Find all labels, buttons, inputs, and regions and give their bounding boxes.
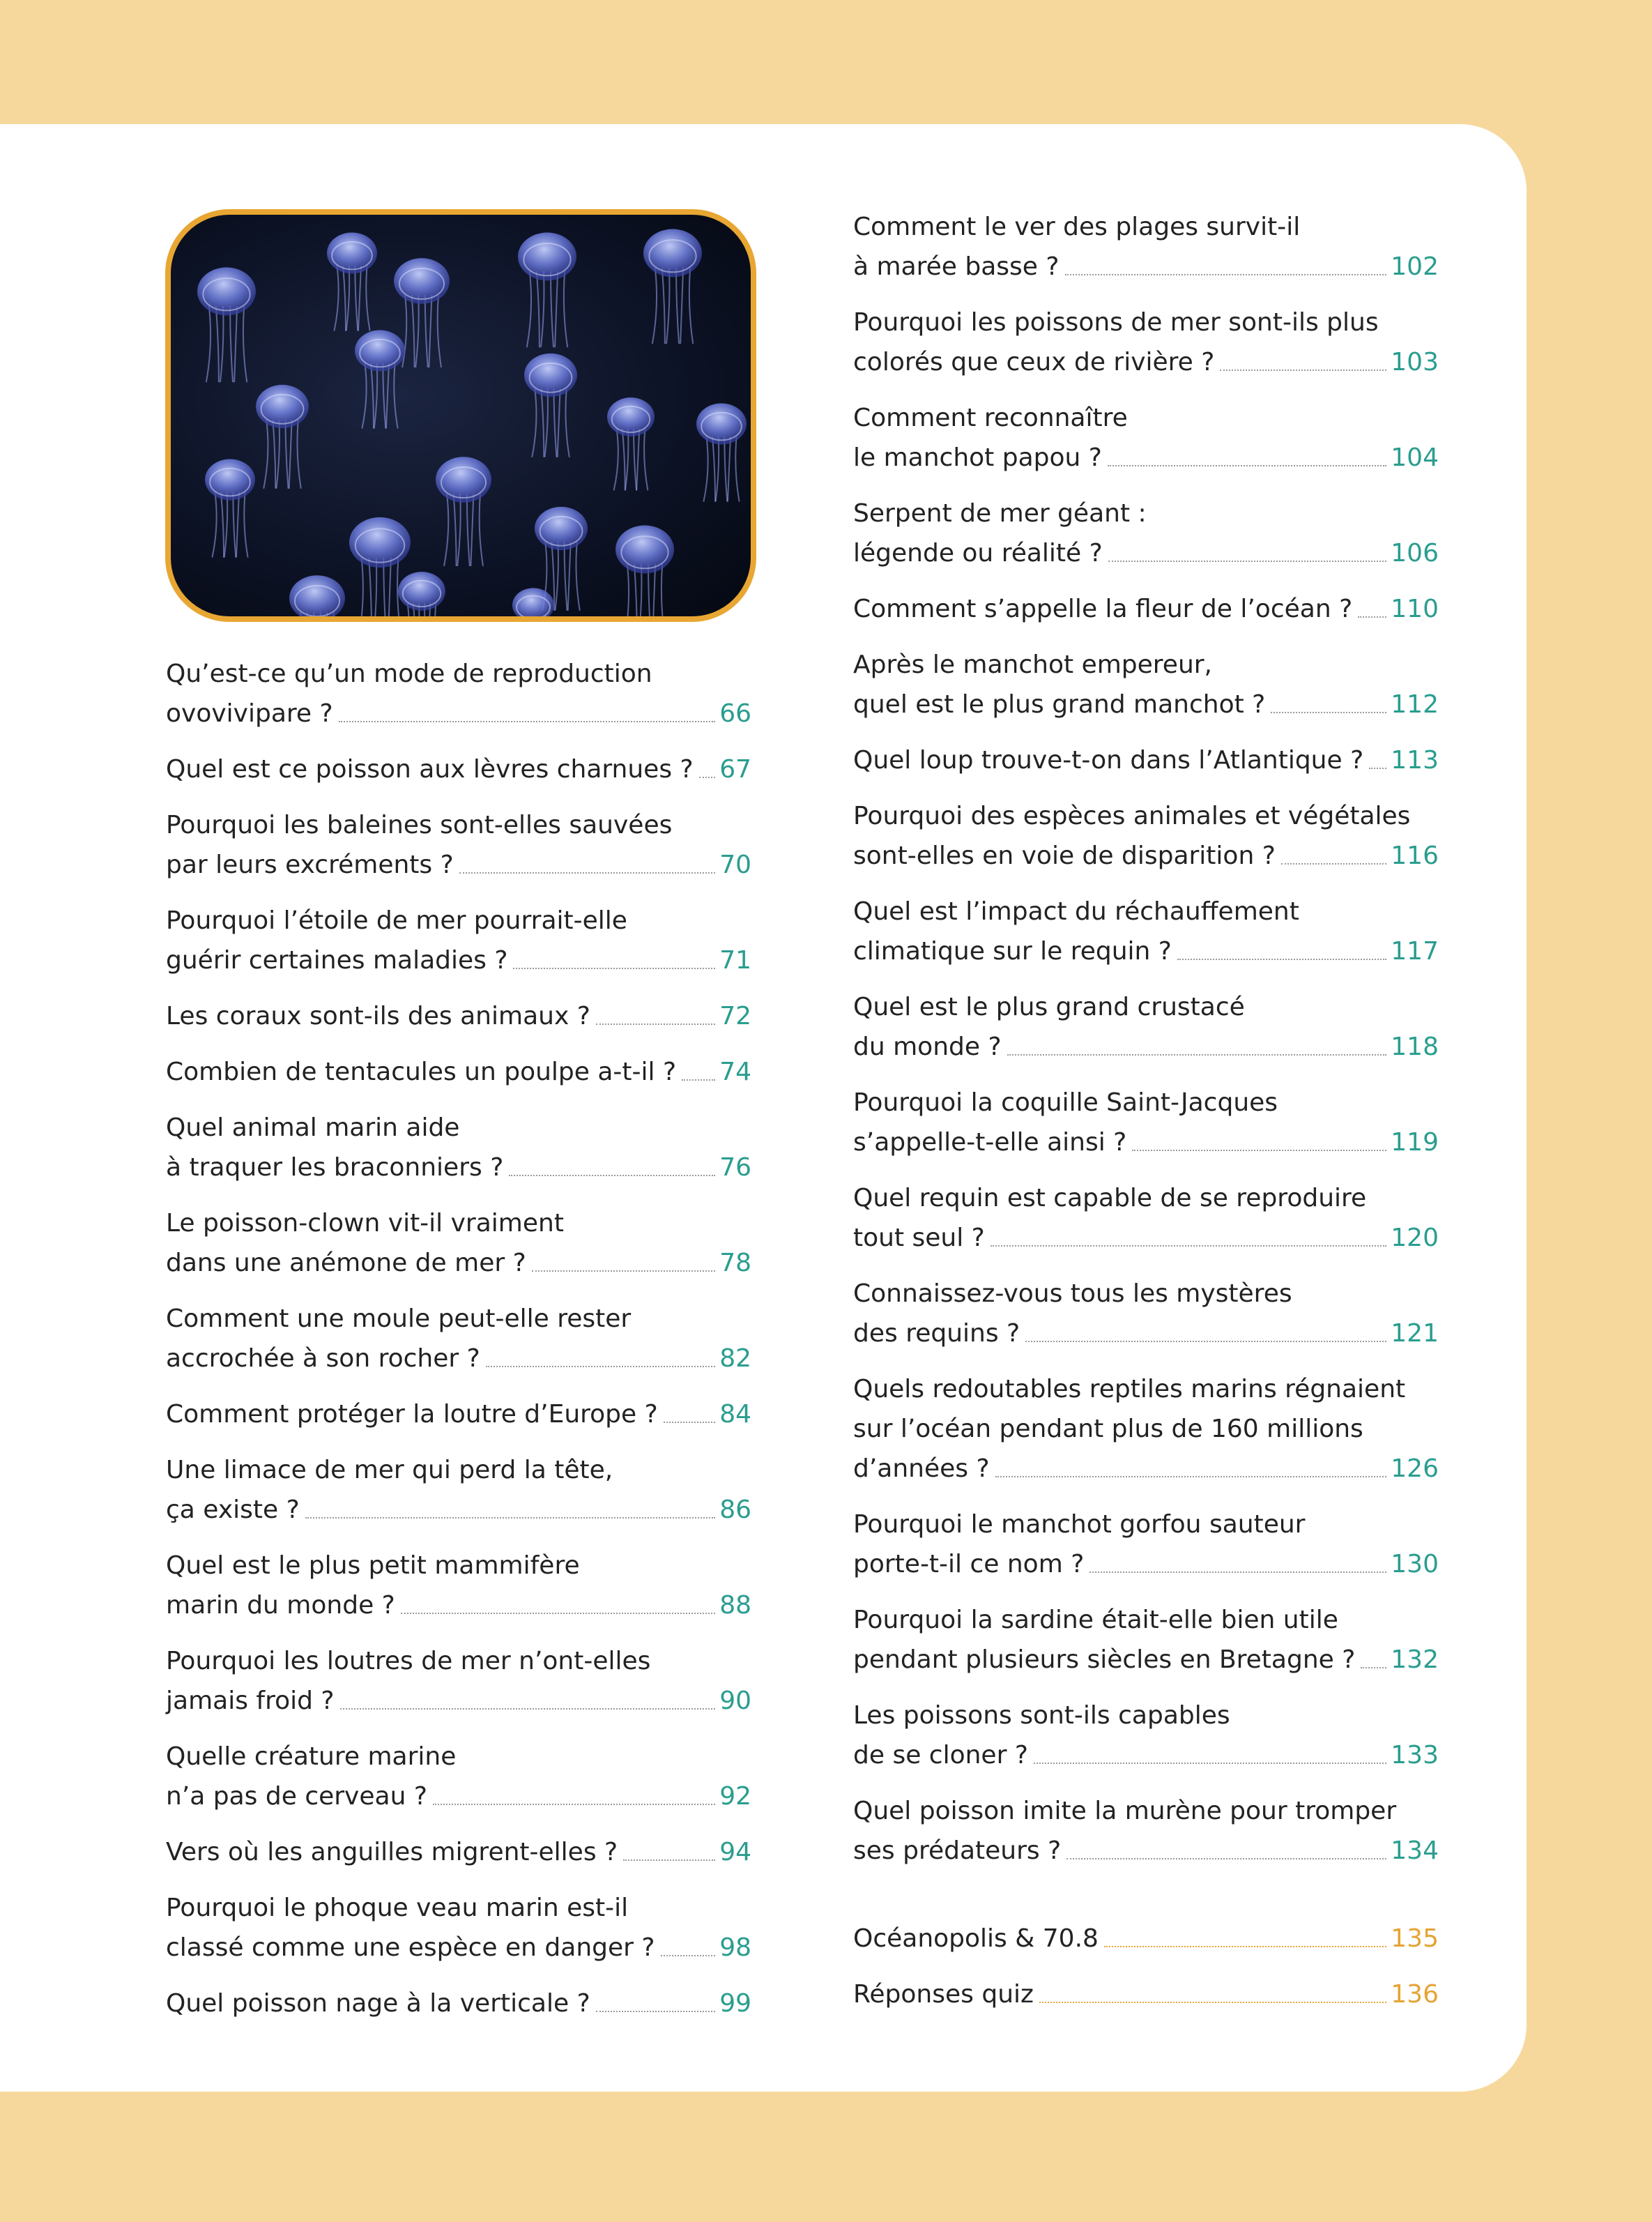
- toc-entry-last-line: [166, 1243, 751, 1283]
- page-number: 121: [1391, 1319, 1439, 1348]
- toc-entry-last-line: [166, 1585, 751, 1625]
- jellyfish-shape: [615, 526, 674, 616]
- toc-entry-last-line: [166, 1490, 751, 1530]
- toc-entry-title-line: Comment s’appelle la fleur de l’océan ?: [853, 595, 1353, 623]
- toc-entry-title-line: sont-elles en voie de disparition ?: [853, 842, 1276, 870]
- dot-leader: [532, 1270, 715, 1272]
- dot-leader: [1007, 1053, 1387, 1056]
- toc-entry[interactable]: [166, 1203, 751, 1283]
- page-number: 67: [719, 755, 751, 784]
- toc-entry[interactable]: [853, 207, 1439, 287]
- toc-entry[interactable]: [853, 398, 1439, 478]
- toc-entry-title-line: Quel animal marin aide: [166, 1113, 460, 1142]
- page-number: 126: [1391, 1454, 1439, 1483]
- toc-entry-last-line: [166, 1148, 751, 1187]
- page-number: 76: [719, 1153, 751, 1182]
- jellyfish-illustration: [171, 215, 751, 616]
- dot-leader: [664, 1421, 715, 1423]
- jellyfish-shape: [197, 268, 256, 383]
- toc-entry-title-line: légende ou réalité ?: [853, 539, 1103, 568]
- dot-leader: [339, 720, 716, 722]
- toc-entry-last-line: [166, 1681, 751, 1721]
- toc-entry[interactable]: [166, 1984, 751, 2023]
- toc-entry[interactable]: [166, 1888, 751, 1968]
- toc-entry[interactable]: [853, 1600, 1439, 1680]
- toc-entry[interactable]: [166, 1299, 751, 1378]
- toc-entry[interactable]: [853, 1369, 1439, 1489]
- toc-entry-title-line: à traquer les braconniers ?: [166, 1153, 504, 1182]
- toc-entry-title-line: d’années ?: [853, 1454, 990, 1483]
- dot-leader: [682, 1079, 715, 1081]
- toc-entry-last-line: [853, 1974, 1439, 2014]
- jellyfish-shape: [205, 459, 255, 557]
- page-number: 103: [1391, 348, 1439, 376]
- page-number: 116: [1391, 842, 1439, 870]
- toc-entry-last-line: [166, 1928, 751, 1968]
- dot-leader: [401, 1612, 715, 1614]
- toc-entry[interactable]: [853, 796, 1439, 876]
- toc-entry-last-line: [853, 533, 1439, 573]
- toc-entry-title-line: ça existe ?: [166, 1496, 300, 1524]
- toc-entry[interactable]: [166, 805, 751, 885]
- toc-entry-title-line: n’a pas de cerveau ?: [166, 1782, 427, 1811]
- toc-entry-last-line: [853, 1449, 1439, 1489]
- page-number: 132: [1391, 1645, 1439, 1674]
- toc-entry-title-line: sur l’océan pendant plus de 160 millions: [853, 1415, 1363, 1443]
- dot-leader: [459, 872, 715, 874]
- dot-leader: [1177, 958, 1386, 960]
- page-number: 82: [719, 1344, 751, 1373]
- jellyfish-shape: [696, 403, 747, 501]
- dot-leader: [1132, 1149, 1386, 1151]
- jellyfish-shape: [436, 457, 491, 566]
- toc-entry[interactable]: [853, 1178, 1439, 1258]
- toc-entry[interactable]: [853, 494, 1439, 573]
- page-number: 135: [1391, 1924, 1439, 1953]
- toc-entry-title-line: jamais froid ?: [166, 1687, 335, 1715]
- dot-leader: [486, 1365, 715, 1367]
- toc-entry-last-line: [853, 589, 1439, 629]
- toc-entry-title-line: classé comme une espèce en danger ?: [166, 1933, 655, 1962]
- toc-entry-last-line: [166, 845, 751, 885]
- toc-entry[interactable]: [166, 1546, 751, 1625]
- page-number: 70: [719, 851, 751, 879]
- toc-entry[interactable]: [166, 1832, 751, 1872]
- toc-entry-last-line: [853, 1640, 1439, 1680]
- page-number: 86: [719, 1496, 751, 1524]
- page-number: 104: [1391, 443, 1439, 472]
- toc-entry[interactable]: [853, 987, 1439, 1067]
- toc-entry-title-line: Pourquoi des espèces animales et végétales: [853, 802, 1411, 830]
- page-number: 117: [1391, 937, 1439, 966]
- toc-entry-title-line: le manchot papou ?: [853, 443, 1102, 472]
- toc-entry[interactable]: [166, 1737, 751, 1816]
- dot-leader: [1361, 1666, 1386, 1668]
- toc-entry-title-line: dans une anémone de mer ?: [166, 1249, 526, 1277]
- page-number: 78: [719, 1249, 751, 1277]
- dot-leader: [1220, 369, 1386, 371]
- dot-leader: [1271, 711, 1386, 713]
- jellyfish-photo: [165, 209, 756, 622]
- jellyfish-shape: [398, 572, 445, 616]
- toc-entry-title-line: Qu’est-ce qu’un mode de reproduction: [166, 660, 652, 688]
- page-number: 118: [1391, 1033, 1439, 1061]
- page-number: 120: [1391, 1224, 1439, 1252]
- toc-entry-last-line: [853, 1831, 1439, 1871]
- toc-entry-title-line: Serpent de mer géant :: [853, 499, 1147, 528]
- toc-entry-title-line: Les poissons sont-ils capables: [853, 1701, 1230, 1730]
- jellyfish-shape: [327, 232, 377, 330]
- dot-leader: [623, 1859, 715, 1861]
- jellyfish-shape: [256, 385, 309, 489]
- toc-entry-last-line: [166, 1052, 751, 1092]
- toc-entry[interactable]: [853, 892, 1439, 971]
- page-number: 84: [719, 1400, 751, 1429]
- toc-entry-title-line: Vers où les anguilles migrent-elles ?: [166, 1838, 618, 1866]
- toc-entry[interactable]: [853, 1791, 1439, 1871]
- dot-leader: [1108, 560, 1387, 562]
- jellyfish-shape: [518, 233, 576, 348]
- dot-leader: [596, 1023, 715, 1025]
- toc-entry-last-line: [853, 931, 1439, 971]
- toc-entry-title-line: à marée basse ?: [853, 252, 1060, 281]
- toc-entry-title-line: porte-t-il ce nom ?: [853, 1550, 1085, 1578]
- toc-entry-last-line: [853, 1027, 1439, 1067]
- toc-entry-title-line: Pourquoi la sardine était-elle bien utile: [853, 1606, 1338, 1634]
- toc-entry-title-line: accrochée à son rocher ?: [166, 1344, 480, 1373]
- toc-entry-title-line: Pourquoi les poissons de mer sont-ils plus: [853, 308, 1379, 337]
- page-number: 130: [1391, 1550, 1439, 1578]
- page-number: 66: [719, 699, 751, 728]
- jellyfish-shape: [349, 517, 411, 616]
- toc-entry-last-line: [853, 1919, 1439, 1958]
- toc-entry-title-line: Connaissez-vous tous les mystères: [853, 1279, 1292, 1308]
- toc-entry-last-line: [166, 996, 751, 1036]
- page-number: 74: [719, 1058, 751, 1086]
- toc-left-column: [166, 654, 751, 2039]
- jellyfish-shape: [643, 229, 702, 344]
- toc-entry-title-line: Combien de tentacules un poulpe a-t-il ?: [166, 1058, 677, 1086]
- toc-entry-title-line: Une limace de mer qui perd la tête,: [166, 1456, 613, 1484]
- toc-entry-title-line: Quels redoutables reptiles marins régnaient: [853, 1375, 1406, 1403]
- toc-entry[interactable]: [166, 1394, 751, 1434]
- toc-entry-title-line: Les coraux sont-ils des animaux ?: [166, 1002, 590, 1030]
- toc-entry[interactable]: [853, 1274, 1439, 1353]
- toc-entry[interactable]: [166, 1052, 751, 1092]
- toc-entry-title-line: Quel est le plus grand crustacé: [853, 993, 1245, 1021]
- toc-entry[interactable]: [853, 1083, 1439, 1162]
- toc-entry-last-line: [166, 941, 751, 980]
- toc-entry-last-line: [853, 1544, 1439, 1584]
- toc-entry[interactable]: [166, 996, 751, 1036]
- toc-entry[interactable]: [166, 1108, 751, 1187]
- dot-leader: [1065, 273, 1387, 275]
- page-number: 90: [719, 1687, 751, 1715]
- toc-entry[interactable]: [853, 303, 1439, 382]
- page-number: 110: [1391, 595, 1439, 623]
- dot-leader: [1104, 1945, 1386, 1947]
- page-number: 72: [719, 1002, 751, 1030]
- toc-entry-title-line: Pourquoi le phoque veau marin est-il: [166, 1894, 629, 1922]
- toc-entry-title-line: des requins ?: [853, 1319, 1020, 1348]
- toc-entry-last-line: [166, 1776, 751, 1816]
- dot-leader: [1089, 1571, 1386, 1573]
- toc-entry-title-line: Comment une moule peut-elle rester: [166, 1304, 632, 1333]
- toc-entry[interactable]: [853, 645, 1439, 724]
- page-number: 133: [1391, 1741, 1439, 1770]
- toc-entry-title-line: Océanopolis & 70.8: [853, 1924, 1099, 1953]
- toc-entry-last-line: [853, 247, 1439, 287]
- toc-entry-title-line: Comment protéger la loutre d’Europe ?: [166, 1400, 658, 1429]
- jellyfish-shape: [524, 353, 577, 457]
- toc-entry-title-line: Quel loup trouve-t-on dans l’Atlantique ?: [853, 746, 1364, 775]
- toc-entry-title-line: Pourquoi l’étoile de mer pourrait-elle: [166, 906, 627, 935]
- toc-entry-title-line: Comment reconnaître: [853, 404, 1128, 432]
- dot-leader: [1108, 464, 1386, 466]
- dot-leader: [1369, 767, 1386, 769]
- dot-leader: [433, 1803, 715, 1805]
- dot-leader: [1034, 1762, 1386, 1764]
- toc-entry[interactable]: [166, 901, 751, 980]
- toc-entry-title-line: Réponses quiz: [853, 1980, 1034, 2009]
- toc-entry-title-line: marin du monde ?: [166, 1591, 395, 1620]
- toc-entry[interactable]: [166, 654, 751, 733]
- dot-leader: [995, 1475, 1387, 1477]
- toc-entry-title-line: Après le manchot empereur,: [853, 650, 1213, 679]
- dot-leader: [1281, 862, 1386, 865]
- toc-entry-title-line: Pourquoi les loutres de mer n’ont-elles: [166, 1647, 651, 1675]
- toc-entry[interactable]: [853, 1974, 1439, 2014]
- toc-entry-title-line: Quel est le plus petit mammifère: [166, 1551, 580, 1580]
- toc-entry-title-line: quel est le plus grand manchot ?: [853, 690, 1266, 719]
- toc-entry[interactable]: [166, 1641, 751, 1721]
- dot-leader: [661, 1954, 716, 1956]
- dot-leader: [991, 1245, 1386, 1247]
- toc-entry-title-line: guérir certaines maladies ?: [166, 946, 508, 975]
- toc-entry-title-line: Quel est l’impact du réchauffement: [853, 897, 1299, 926]
- page-number: 106: [1391, 539, 1439, 568]
- toc-entry-title-line: Quel est ce poisson aux lèvres charnues ?: [166, 755, 694, 784]
- toc-entry-title-line: pendant plusieurs siècles en Bretagne ?: [853, 1645, 1356, 1674]
- toc-entry[interactable]: [853, 1505, 1439, 1584]
- page-number: 136: [1391, 1980, 1439, 2009]
- dot-leader: [1039, 2001, 1386, 2003]
- section-spacer: [853, 1887, 1439, 1919]
- toc-entry[interactable]: [853, 589, 1439, 629]
- page-number: 102: [1391, 252, 1439, 281]
- toc-entry[interactable]: [166, 1450, 751, 1530]
- dot-leader: [596, 2010, 716, 2012]
- toc-entry-last-line: [166, 694, 751, 733]
- dot-leader: [340, 1707, 716, 1710]
- toc-entry-last-line: [166, 1339, 751, 1378]
- toc-entry-last-line: [166, 749, 751, 789]
- dot-leader: [509, 1174, 715, 1176]
- toc-entry-title-line: par leurs excréments ?: [166, 851, 454, 879]
- page-number: 134: [1391, 1836, 1439, 1865]
- toc-entry-title-line: Quel poisson nage à la verticale ?: [166, 1989, 590, 2018]
- toc-entry-last-line: [853, 1314, 1439, 1353]
- dot-leader: [1025, 1340, 1386, 1342]
- toc-entry-title-line: Pourquoi le manchot gorfou sauteur: [853, 1510, 1306, 1539]
- page-number: 119: [1391, 1128, 1439, 1157]
- toc-entry-last-line: [853, 836, 1439, 876]
- page-number: 98: [719, 1933, 751, 1962]
- page-number: 113: [1391, 746, 1439, 775]
- toc-entry[interactable]: [853, 1696, 1439, 1775]
- toc-entry-last-line: [853, 1735, 1439, 1775]
- toc-entry-last-line: [166, 1984, 751, 2023]
- toc-entry-title-line: ovovivipare ?: [166, 699, 333, 728]
- toc-entry-title-line: Quel poisson imite la murène pour tromper: [853, 1797, 1397, 1825]
- toc-entry-last-line: [853, 1218, 1439, 1258]
- dot-leader: [1358, 616, 1386, 618]
- toc-entry-title-line: climatique sur le requin ?: [853, 937, 1172, 966]
- page-number: 112: [1391, 690, 1439, 719]
- toc-entry-last-line: [166, 1394, 751, 1434]
- jellyfish-shape: [355, 330, 405, 428]
- jellyfish-shape: [289, 575, 345, 616]
- toc-entry-title-line: Quel requin est capable de se reproduire: [853, 1184, 1367, 1212]
- page-number: 92: [719, 1782, 751, 1811]
- toc-entry-last-line: [853, 740, 1439, 780]
- toc-entry-title-line: Quelle créature marine: [166, 1742, 457, 1771]
- page-number: 99: [719, 1989, 751, 2018]
- toc-entry[interactable]: [853, 1919, 1439, 1958]
- dot-leader: [513, 967, 715, 969]
- toc-entry-title-line: colorés que ceux de rivière ?: [853, 348, 1215, 376]
- toc-entry-last-line: [853, 685, 1439, 724]
- page-number: 71: [719, 946, 751, 975]
- toc-entry-title-line: de se cloner ?: [853, 1741, 1028, 1770]
- jellyfish-shape: [512, 588, 554, 616]
- toc-entry-title-line: Pourquoi la coquille Saint-Jacques: [853, 1088, 1278, 1117]
- toc-entry-last-line: [166, 1832, 751, 1872]
- toc-entry-title-line: tout seul ?: [853, 1224, 985, 1252]
- toc-entry-title-line: Le poisson-clown vit-il vraiment: [166, 1209, 564, 1238]
- dot-leader: [305, 1516, 715, 1519]
- toc-entry-last-line: [853, 438, 1439, 478]
- jellyfish-shape: [607, 397, 655, 490]
- toc-entry-title-line: s’appelle-t-elle ainsi ?: [853, 1128, 1127, 1157]
- dot-leader: [699, 776, 716, 778]
- dot-leader: [1066, 1857, 1386, 1859]
- toc-entry-title-line: ses prédateurs ?: [853, 1836, 1062, 1865]
- toc-entry-title-line: du monde ?: [853, 1033, 1002, 1061]
- toc-entry-last-line: [853, 342, 1439, 382]
- toc-right-column: [853, 207, 1439, 2030]
- toc-entry[interactable]: [166, 749, 751, 789]
- page-number: 94: [719, 1838, 751, 1866]
- toc-entry-title-line: Comment le ver des plages survit-il: [853, 213, 1301, 241]
- toc-entry-last-line: [853, 1123, 1439, 1162]
- toc-entry[interactable]: [853, 740, 1439, 780]
- page-number: 88: [719, 1591, 751, 1620]
- toc-entry-title-line: Pourquoi les baleines sont-elles sauvées: [166, 811, 673, 839]
